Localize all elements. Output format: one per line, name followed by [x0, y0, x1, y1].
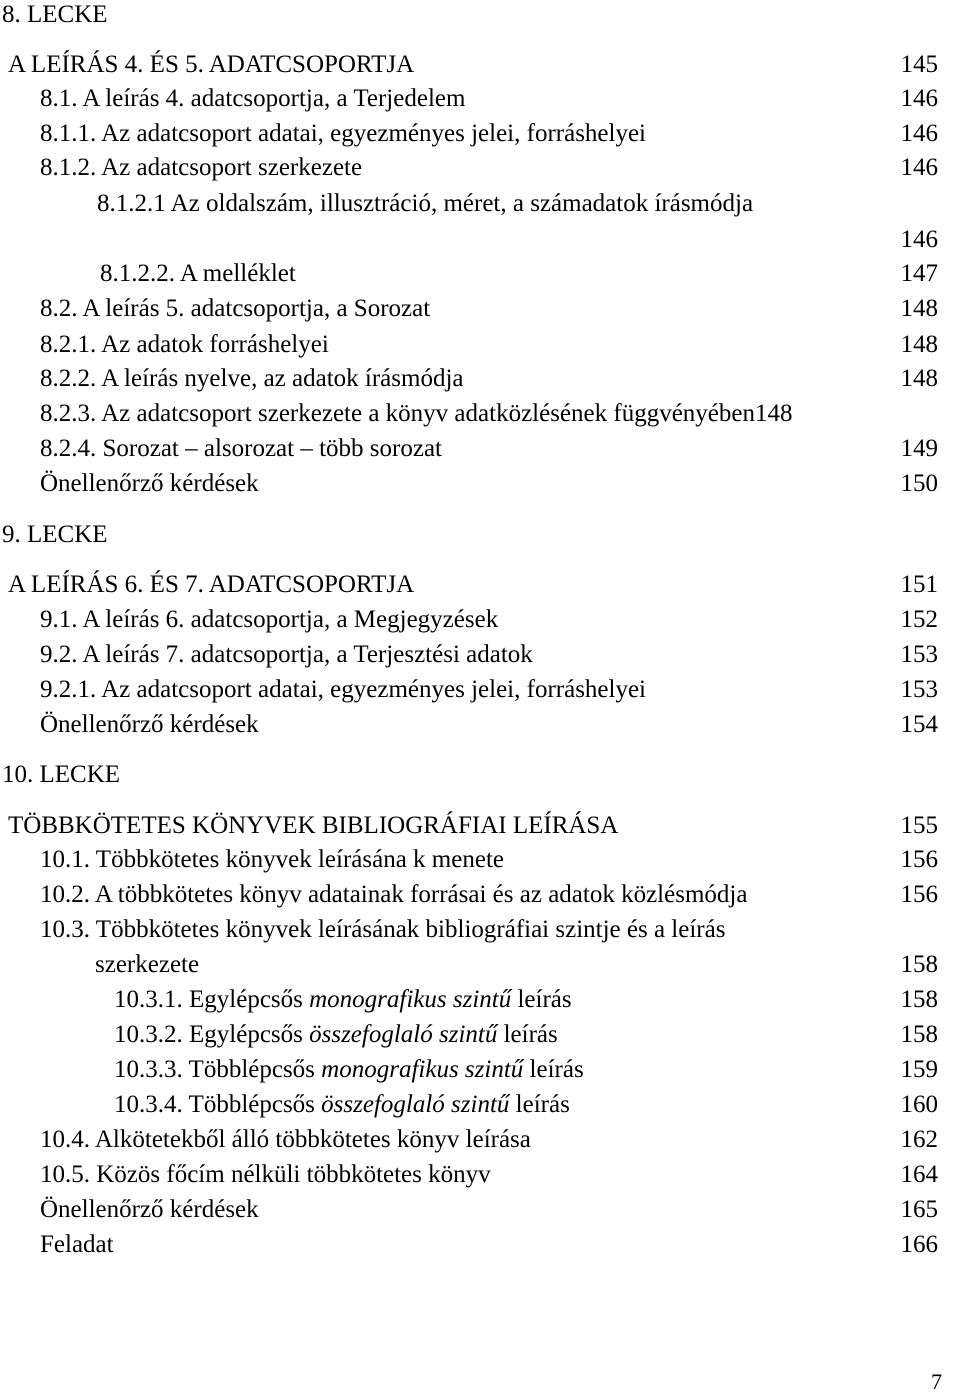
toc-page: 147 [900, 260, 938, 287]
toc-page: 153 [900, 676, 938, 703]
toc-entry: Önellenőrző kérdések [40, 1196, 259, 1223]
toc-page: 146 [900, 226, 938, 253]
toc-entry: 9.2.1. Az adatcsoport adatai, egyezményes jelei, forráshelyei [40, 676, 647, 703]
toc-entry: 8.1. A leírás 4. adatcsoportja, a Terjedelem [40, 85, 466, 112]
toc-page: 156 [900, 881, 938, 908]
toc-entry: 8.1.2.1 Az oldalszám, illusztráció, méret, a számadatok írásmódja [97, 190, 754, 217]
lesson-8-title: A LEÍRÁS 4. ÉS 5. ADATCSOPORTJA [8, 51, 415, 78]
toc-entry: 8.2. A leírás 5. adatcsoportja, a Sorozat [40, 295, 431, 322]
toc-entry-continued: szerkezete [95, 951, 200, 978]
toc-page: 148 [900, 331, 938, 358]
toc-entry: 8.2.4. Sorozat – alsorozat – több sorozat [40, 435, 442, 462]
toc-page: 146 [900, 120, 938, 147]
page-number: 7 [931, 1369, 942, 1394]
toc-page: 154 [900, 711, 938, 738]
toc-page: 162 [900, 1126, 938, 1153]
toc-entry-italic: összefoglaló szintű [321, 1091, 510, 1118]
toc-entry: 9.2. A leírás 7. adatcsoportja, a Terjesztési adatok [40, 641, 533, 668]
toc-page: 149 [900, 435, 938, 462]
toc-page: 148 [900, 295, 938, 322]
toc-page: 148 [755, 400, 793, 427]
toc-entry: 8.1.2. Az adatcsoport szerkezete [40, 154, 363, 181]
lesson-9-title: A LEÍRÁS 6. ÉS 7. ADATCSOPORTJA [8, 571, 415, 598]
toc-entry-text: 10.3.2. Egylépcsős [114, 1021, 310, 1048]
toc-page: 158 [900, 986, 938, 1013]
toc-entry: Önellenőrző kérdések [40, 711, 259, 738]
toc-page: 146 [900, 85, 938, 112]
toc-entry-italic: monografikus szintű [321, 1056, 524, 1083]
toc-page: 166 [900, 1231, 938, 1258]
lesson-9-heading: 9. LECKE [2, 521, 108, 548]
lesson-10-title-page: 155 [900, 812, 938, 839]
toc-page: 164 [900, 1161, 938, 1188]
toc-entry-italic: monografikus szintű [309, 986, 512, 1013]
toc-entry-text: leírás [523, 1056, 584, 1083]
toc-entry-text: 10.3.1. Egylépcsős [114, 986, 310, 1013]
toc-entry-text: leírás [497, 1021, 558, 1048]
toc-entry: 10.4. Alkötetekből álló többkötetes könyv leírása [40, 1126, 531, 1153]
toc-page: 159 [900, 1056, 938, 1083]
toc-entry: 8.1.2.2. A melléklet [100, 260, 296, 287]
toc-entry-text: leírás [511, 986, 572, 1013]
toc-entry: 8.1.1. Az adatcsoport adatai, egyezményes jelei, forráshelyei [40, 120, 647, 147]
toc-page: 150 [900, 470, 938, 497]
toc-entry-with-page [40, 399, 958, 429]
toc-page: 153 [900, 641, 938, 668]
toc-entry: Önellenőrző kérdések [40, 470, 259, 497]
toc-entry: Feladat [40, 1231, 114, 1258]
toc-page: 152 [900, 606, 938, 633]
toc-entry: 10.2. A többkötetes könyv adatainak forrásai és az adatok közlésmódja [40, 881, 748, 908]
toc-entry: 10.3. Többkötetes könyvek leírásának bibliográfiai szintje és a leírás [40, 916, 726, 943]
toc-entry [114, 985, 572, 1015]
toc-entry [114, 1055, 584, 1085]
lesson-8-heading: 8. LECKE [2, 1, 108, 28]
toc-page: 165 [900, 1196, 938, 1223]
toc-entry-text: 10.3.3. Többlépcsős [114, 1056, 322, 1083]
toc-entry: 8.2.1. Az adatok forráshelyei [40, 331, 329, 358]
toc-entry: 8.2.3. Az adatcsoport szerkezete a könyv adatközlésének függvényében [40, 400, 755, 427]
lesson-8-title-page: 145 [900, 51, 938, 78]
toc-page: 158 [900, 951, 938, 978]
toc-entry: 9.1. A leírás 6. adatcsoportja, a Megjegyzések [40, 606, 499, 633]
toc-entry: 10.1. Többkötetes könyvek leírásána k menete [40, 846, 504, 873]
lesson-10-heading: 10. LECKE [2, 761, 121, 788]
toc-entry: 8.2.2. A leírás nyelve, az adatok írásmódja [40, 365, 464, 392]
toc-page: 160 [900, 1091, 938, 1118]
toc-page: 146 [900, 154, 938, 181]
lesson-10-title: TÖBBKÖTETES KÖNYVEK BIBLIOGRÁFIAI LEÍRÁSA [8, 812, 619, 839]
toc-entry [114, 1020, 558, 1050]
toc-page: 158 [900, 1021, 938, 1048]
toc-entry-text: leírás [509, 1091, 570, 1118]
toc-entry-text: 10.3.4. Többlépcsős [114, 1091, 322, 1118]
toc-page: 148 [900, 365, 938, 392]
toc-entry-italic: összefoglaló szintű [309, 1021, 498, 1048]
lesson-9-title-page: 151 [900, 571, 938, 598]
toc-entry [114, 1090, 570, 1120]
toc-entry: 10.5. Közös főcím nélküli többkötetes könyv [40, 1161, 491, 1188]
toc-page: 156 [900, 846, 938, 873]
